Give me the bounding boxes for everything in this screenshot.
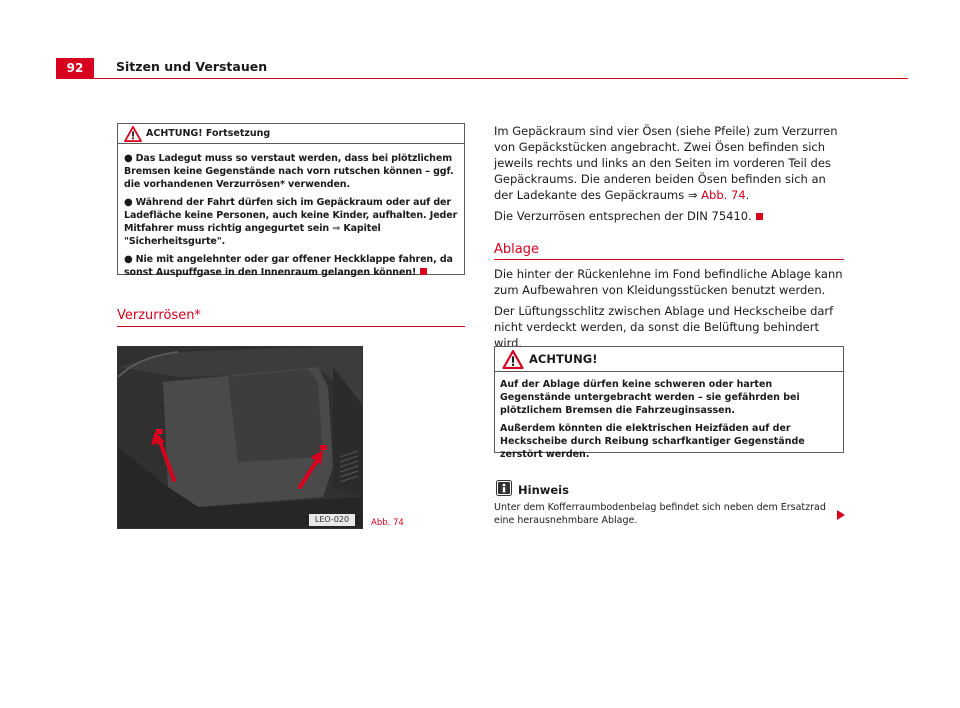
warning-item: ● Während der Fahrt dürfen sich im Gepäckraum oder auf der Ladefläche keine Personen, auch keine Kinder, aufhalten. Jeder Mitfahrer muss richtig angegurtet sein ⇒ Kapitel "Sicherheitsgurte". (124, 197, 458, 247)
warning-continued-heading: ACHTUNG! Fortsetzung (146, 128, 271, 139)
caution-heading: ACHTUNG! (529, 352, 598, 366)
trunk-photo (117, 346, 363, 529)
bullet-icon: ● (124, 197, 133, 208)
paragraph: Der Lüftungsschlitz zwischen Ablage und Heckscheibe darf nicht verdeckt werden, da sonst die Belüftung behindert wird. (494, 304, 834, 350)
hint-text: Unter dem Kofferraumbodenbelag befindet sich neben dem Ersatzrad eine herausnehmbare Ablage. (494, 502, 826, 526)
bullet-icon: ● (124, 153, 133, 164)
next-page-arrow-icon (836, 509, 846, 521)
warning-triangle-icon (124, 126, 142, 142)
hint-heading: Hinweis (518, 483, 569, 497)
section-title-verzurroesen: Verzurrösen* (117, 308, 201, 323)
section-divider (117, 326, 465, 327)
figure-code: LEO-020 (309, 514, 355, 526)
paragraph: Die Verzurrösen entsprechen der DIN 75410. (494, 208, 846, 224)
tie-down-eye-right (320, 445, 327, 450)
info-icon (496, 480, 512, 496)
section-title-ablage: Ablage (494, 242, 539, 257)
page-number: 92 (56, 58, 94, 78)
paragraph: Auf der Ablage dürfen keine schweren oder harten Gegenstände untergebracht werden – sie gefährden bei plötzlichem Bremsen die Fahrzeuginsassen. (500, 379, 800, 416)
warning-continued-header (118, 124, 464, 144)
ablage-text (494, 266, 846, 351)
reference-arrow-icon: ⇒ (332, 223, 341, 234)
warning-triangle-icon (502, 350, 524, 369)
end-marker-icon (420, 268, 427, 275)
warning-item: ● Nie mit angelehnter oder gar offener Heckklappe fahren, da sonst Auspuffgase in den Innenraum gelangen können! (124, 254, 453, 278)
section-divider (494, 259, 844, 260)
trunk-illustration (118, 347, 363, 529)
tie-down-eye-left (156, 429, 163, 434)
paragraph: Die hinter der Rückenlehne im Fond befindliche Ablage kann zum Aufbewahren von Kleidungsstücken benutzt werden. (494, 267, 843, 297)
warning-continued-box (117, 123, 465, 278)
caution-body (500, 378, 840, 466)
figure-reference-link[interactable]: Abb. 74 (701, 188, 746, 202)
paragraph: Im Gepäckraum sind vier Ösen (siehe Pfeile) zum Verzurren von Gepäckstücken angebracht. Zwei Ösen befinden sich jeweils rechts und links an den Seiten im vorderen Teil des Gepäckraums. Die anderen beiden Ösen befinden sich an der Ladekante des Gepäckraums ⇒ Abb. 74. (494, 124, 838, 202)
warning-continued-body (124, 152, 460, 284)
figure-caption: Abb. 74 (371, 518, 404, 528)
bullet-icon: ● (124, 254, 133, 265)
header-divider (56, 78, 908, 79)
reference-arrow-icon: ⇒ (687, 188, 698, 202)
chapter-reference[interactable]: Kapitel "Sicherheitsgurte". (124, 223, 381, 247)
caution-header (495, 347, 843, 372)
page-title: Sitzen und Verstauen (116, 59, 268, 74)
paragraph: Außerdem könnten die elektrischen Heizfäden auf der Heckscheibe durch Reibung scharfkantiger Gegenstände zerstört werden. (500, 423, 805, 460)
end-marker-icon (756, 213, 763, 220)
warning-item: ● Das Ladegut muss so verstaut werden, dass bei plötzlichem Bremsen keine Gegenstände nach vorn rutschen können – ggf. die vorhandenen Verzurrösen* verwenden. (124, 153, 454, 190)
verzurroesen-text (494, 123, 846, 224)
caution-box (494, 346, 844, 460)
